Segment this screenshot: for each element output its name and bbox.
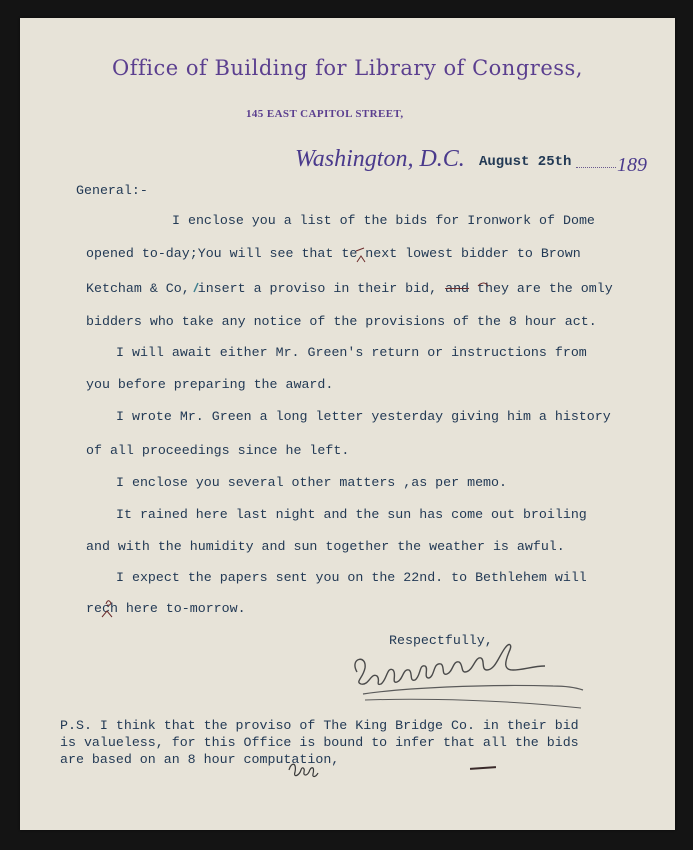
body-line: I will await either Mr. Green's return or instructions from — [116, 345, 587, 360]
signature-image — [335, 628, 595, 723]
signature-stroke — [355, 645, 545, 685]
closing: Respectfully, — [389, 633, 493, 648]
initials-stroke — [289, 764, 318, 776]
letter-date: August 25th — [479, 154, 572, 170]
salutation: General:- — [76, 183, 148, 198]
ps-line: P.S. I think that the proviso of The King Bridge Co. in their bid — [60, 718, 579, 733]
letter-year: 189 — [617, 154, 647, 176]
body-line: opened to-day;You will see that te next lowest bidder to Brown — [86, 246, 581, 261]
body-line-text: Ketcham & Co, insert a proviso in their bid, — [86, 281, 438, 296]
letter-place: Washington, D.C. — [295, 146, 465, 172]
insertion-mark — [356, 248, 364, 251]
letterhead-title: Office of Building for Library of Congress, — [112, 56, 583, 80]
body-line: you before preparing the award. — [86, 377, 334, 392]
initials-image — [285, 752, 325, 782]
body-line: It rained here last night and the sun has come out broiling — [116, 507, 587, 522]
ps-line: are based on an 8 hour computation, — [60, 752, 340, 767]
signature-flourish — [363, 685, 583, 694]
comma-mark — [194, 283, 198, 292]
signature-flourish — [365, 699, 581, 708]
struck-word: and — [445, 281, 470, 296]
body-line: rech here to-morrow. — [86, 601, 246, 616]
body-line: and with the humidity and sun together the weather is awful. — [86, 539, 565, 554]
body-line: I enclose you several other matters ,as per memo. — [116, 475, 507, 490]
body-line: of all proceedings since he left. — [86, 443, 350, 458]
insertion-mark — [478, 283, 488, 286]
body-line-text: they are the omly — [477, 281, 613, 296]
body-line: bidders who take any notice of the provisions of the 8 hour act. — [86, 314, 597, 329]
letterhead-address: 145 EAST CAPITOL STREET, — [246, 108, 404, 120]
ps-line: is valueless, for this Office is bound to infer that all the bids — [60, 735, 579, 750]
body-line: I wrote Mr. Green a long letter yesterday giving him a history — [116, 409, 611, 424]
body-line: I enclose you a list of the bids for Ironwork of Dome — [172, 213, 595, 228]
caret-mark — [357, 256, 365, 262]
inserted-letter-mark — [106, 601, 111, 606]
body-line: I expect the papers sent you on the 22nd. to Bethlehem will — [116, 570, 587, 585]
caret-mark — [102, 611, 112, 617]
